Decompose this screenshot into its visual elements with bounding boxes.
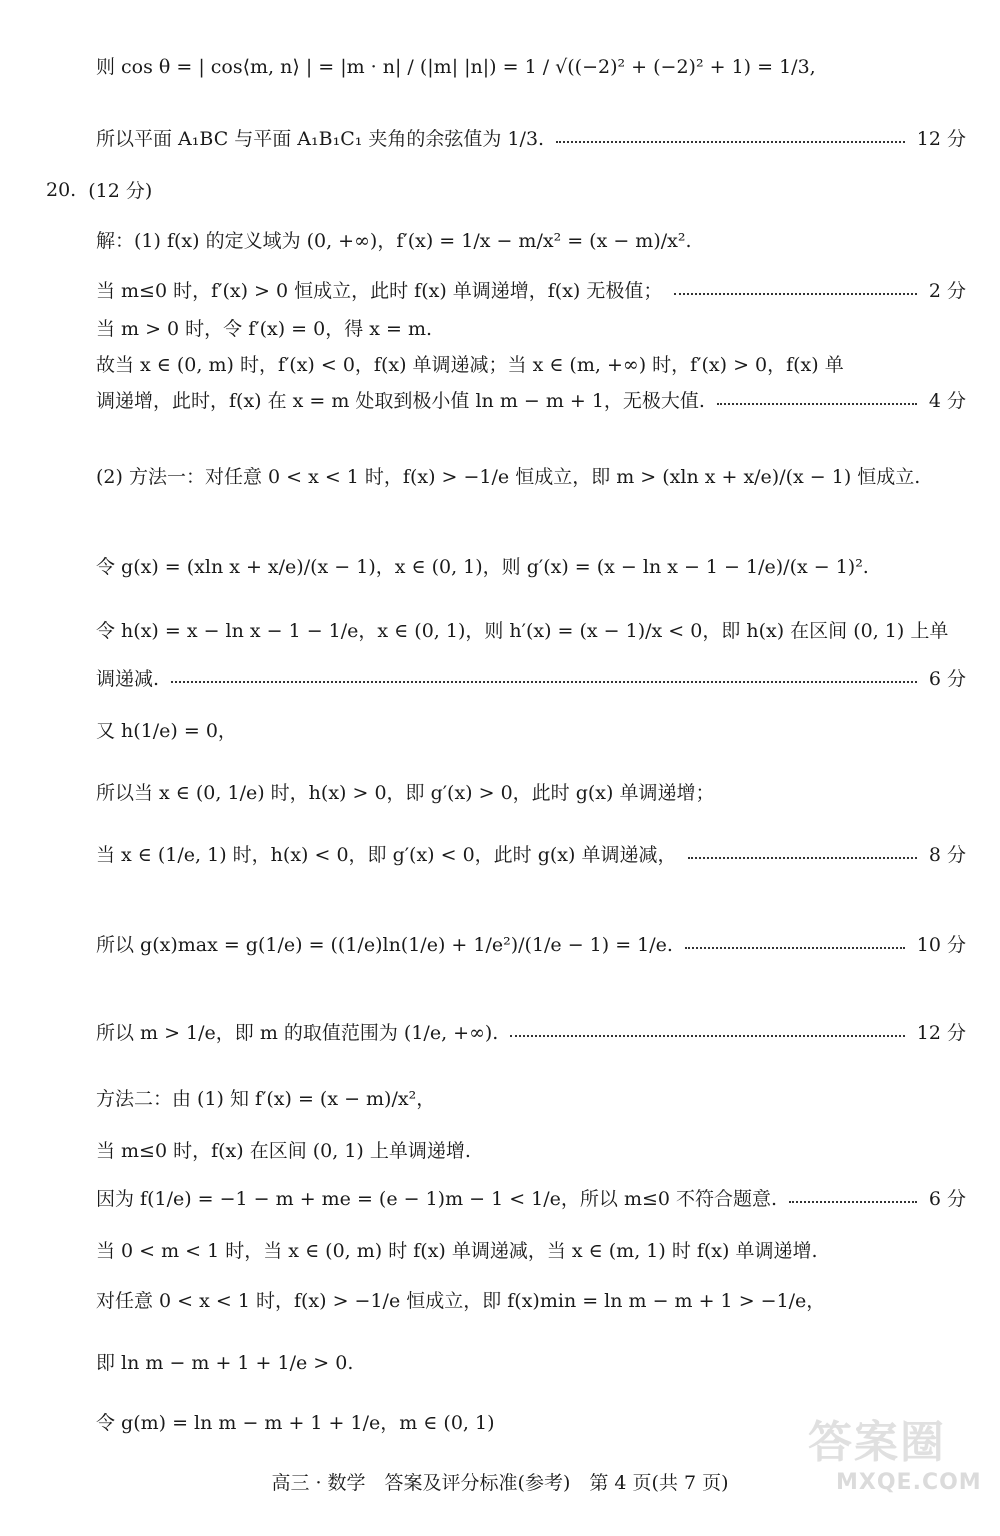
method-two-case1-line: 当 m≤0 时，f(x) 在区间 (0, 1) 上单调递增.	[96, 1140, 471, 1162]
define-h-line: 令 h(x) = x − ln x − 1 − 1/e，x ∈ (0, 1)，则 h′(x) = (x − 1)/x < 0，即 h(x) 在区间 (0, 1) 上单	[96, 620, 949, 642]
solution-part1-line: 解：(1) f(x) 的定义域为 (0, +∞)，f′(x) = 1/x − m/x² = (x − m)/x².	[96, 230, 692, 252]
case-m-nonpositive-line: 当 m≤0 时，f′(x) > 0 恒成立，此时 f(x) 单调递增，f(x) 无极值； 2 分	[96, 276, 966, 303]
question-points: (12 分)	[88, 180, 153, 202]
score-mark: 6 分	[928, 1188, 966, 1210]
method-two-case2-line: 当 0 < m < 1 时，当 x ∈ (0, m) 时 f(x) 单调递减，当 x ∈ (m, 1) 时 f(x) 单调递增.	[96, 1240, 818, 1262]
score-leader	[171, 681, 917, 683]
cosine-conclusion-line: 所以平面 A₁BC 与平面 A₁B₁C₁ 夹角的余弦值为 1/3. 12 分	[96, 124, 966, 151]
h-zero-line: 又 h(1/e) = 0，	[96, 720, 237, 742]
g-decreasing-line: 当 x ∈ (1/e, 1) 时，h(x) < 0，即 g′(x) < 0，此时 g(x) 单调递减， 8 分	[96, 840, 966, 867]
case-m-positive-line: 当 m > 0 时，令 f′(x) = 0，得 x = m.	[96, 318, 433, 340]
score-mark: 12 分	[916, 128, 966, 150]
method-one-line: (2) 方法一：对任意 0 < x < 1 时，f(x) > −1/e 恒成立，即 m > (xln x + x/e)/(x − 1) 恒成立.	[96, 466, 921, 488]
score-leader	[685, 947, 905, 949]
g-max-line: 所以 g(x)max = g(1/e) = ((1/e)ln(1/e) + 1/e²)/(1/e − 1) = 1/e. 10 分	[96, 930, 966, 957]
score-mark: 12 分	[916, 1022, 966, 1044]
define-g-m-line: 令 g(m) = ln m − m + 1 + 1/e，m ∈ (0, 1)	[96, 1412, 495, 1434]
method-two-line: 方法二：由 (1) 知 f′(x) = (x − m)/x²，	[96, 1088, 436, 1110]
inequality-line: 即 ln m − m + 1 + 1/e > 0.	[96, 1352, 354, 1374]
h-decreasing-line: 调递减. 6 分	[96, 664, 966, 691]
define-g-line: 令 g(x) = (xln x + x/e)/(x − 1)，x ∈ (0, 1)，则 g′(x) = (x − ln x − 1 − 1/e)/(x − 1)².	[96, 556, 869, 578]
score-leader	[789, 1201, 917, 1203]
score-leader	[674, 293, 916, 295]
watermark-logo	[808, 1406, 982, 1506]
score-leader	[688, 857, 916, 859]
extremum-line: 调递增，此时，f(x) 在 x = m 处取到极小值 ln m − m + 1，无极大值. 4 分	[96, 386, 966, 413]
question-number: 20.	[46, 178, 77, 201]
score-mark: 8 分	[928, 844, 966, 866]
method-two-counterexample-line: 因为 f(1/e) = −1 − m + me = (e − 1)m − 1 < 1/e，所以 m≤0 不符合题意. 6 分	[96, 1184, 966, 1211]
page-footer: 高三 · 数学 答案及评分标准(参考) 第 4 页(共 7 页)	[271, 1472, 729, 1494]
range-of-m-line: 所以 m > 1/e，即 m 的取值范围为 (1/e, +∞). 12 分	[96, 1018, 966, 1045]
score-mark: 4 分	[928, 390, 966, 412]
watermark-logo-text: 答案圈	[808, 1417, 946, 1468]
score-mark: 2 分	[928, 280, 966, 302]
min-condition-line: 对任意 0 < x < 1 时，f(x) > −1/e 恒成立，即 f(x)min = ln m − m + 1 > −1/e，	[96, 1290, 826, 1312]
watermark-site: MXQE.COM	[836, 1470, 982, 1495]
question-20-header	[46, 176, 966, 203]
cosine-calculation-line: 则 cos θ = | cos⟨m, n⟩ | = |m · n| / (|m| |n|) = 1 / √((−2)² + (−2)² + 1) = 1/3,	[96, 56, 816, 78]
score-leader	[510, 1035, 904, 1037]
score-mark: 6 分	[928, 668, 966, 690]
score-leader	[556, 141, 905, 143]
score-mark: 10 分	[916, 934, 966, 956]
score-leader	[717, 403, 917, 405]
monotonicity-line: 故当 x ∈ (0, m) 时，f′(x) < 0，f(x) 单调递减；当 x ∈ (m, +∞) 时，f′(x) > 0，f(x) 单	[96, 354, 844, 376]
g-increasing-line: 所以当 x ∈ (0, 1/e) 时，h(x) > 0，即 g′(x) > 0，此时 g(x) 单调递增；	[96, 782, 715, 804]
